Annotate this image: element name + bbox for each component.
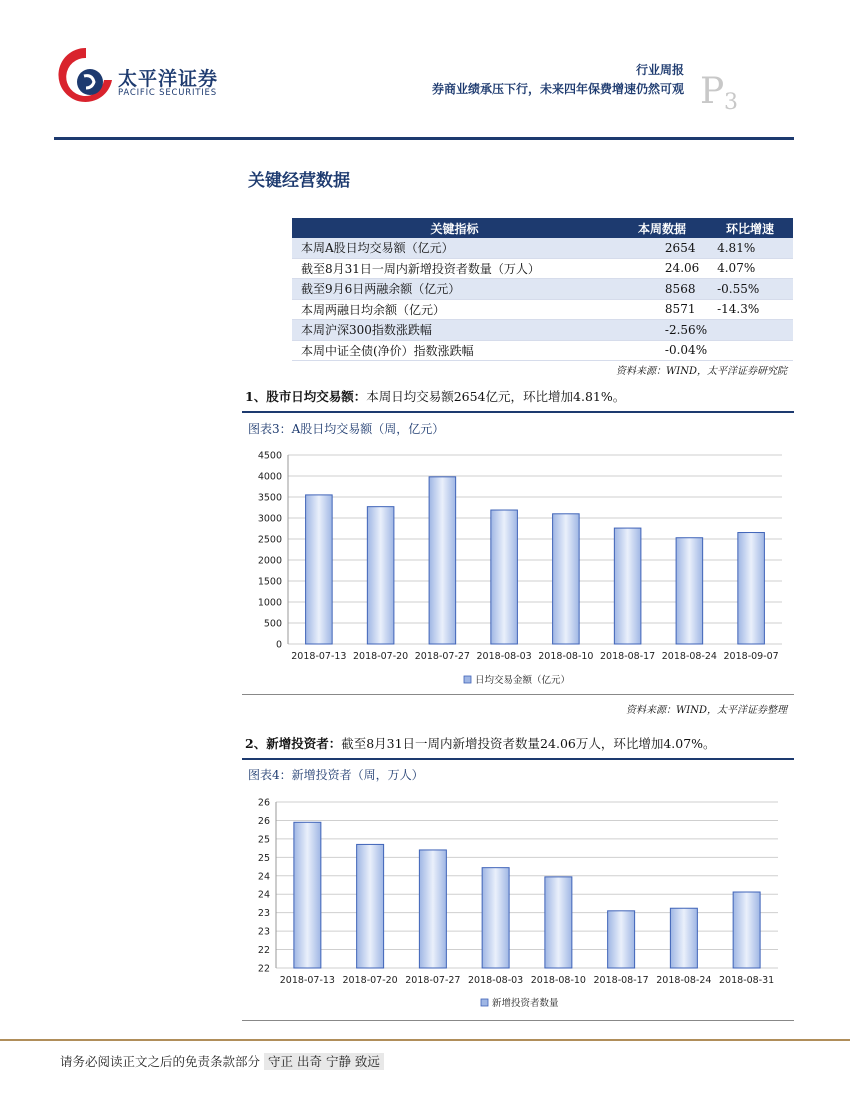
chart3-bar — [553, 514, 580, 644]
chart4-x-tick-label: 2018-07-20 — [342, 975, 398, 986]
table-cell-indicator: 本周两融日均余额（亿元） — [292, 299, 617, 320]
report-title: 券商业绩承压下行，未来四年保费增速仍然可观 — [431, 82, 684, 96]
chart3-x-tick-label: 2018-09-07 — [723, 651, 779, 662]
chart3-y-tick-label: 500 — [263, 618, 282, 630]
table-cell-value: -0.04% — [617, 340, 707, 361]
chart3-y-tick-label: 3000 — [257, 513, 282, 525]
chart4-bar — [482, 868, 509, 968]
logo-english-name: PACIFIC SECURITIES — [118, 88, 217, 98]
chart4-x-tick-label: 2018-08-24 — [656, 975, 712, 986]
table-cell-indicator: 本周A股日均交易额（亿元） — [292, 238, 617, 258]
chart3-bar — [429, 477, 456, 644]
chart3-y-tick-label: 4000 — [257, 471, 282, 483]
table-cell-indicator: 本周中证全债(净价）指数涨跌幅 — [292, 340, 617, 361]
paragraph-new-investors — [245, 734, 716, 752]
chart3-x-tick-label: 2018-08-24 — [661, 651, 717, 662]
table-header-week-data: 本周数据 — [617, 218, 707, 238]
table-row — [292, 279, 793, 300]
table-cell-growth: 4.07% — [707, 258, 793, 279]
chart3-bar — [491, 510, 518, 644]
logo-mark-icon — [58, 44, 114, 110]
figure-4-title: 图表4：新增投资者（周，万人） — [248, 768, 424, 782]
figure-4-top-rule — [242, 758, 794, 760]
table-cell-value: 8568 — [617, 279, 707, 300]
chart3-y-tick-label: 1000 — [257, 597, 282, 609]
figure-4-bottom-rule — [242, 1020, 794, 1021]
table-cell-growth — [707, 340, 793, 361]
chart4-x-tick-label: 2018-08-31 — [719, 975, 775, 986]
figure-3-bottom-rule — [242, 694, 794, 695]
chart4-bar — [733, 892, 760, 968]
figure-4-chart — [242, 786, 794, 1018]
table-row — [292, 340, 793, 361]
table-header-indicator: 关键指标 — [292, 218, 617, 238]
table-header-row — [292, 218, 793, 238]
table-header-growth: 环比增速 — [707, 218, 793, 238]
chart4-y-tick-label: 22 — [257, 963, 270, 975]
table-cell-value: -2.56% — [617, 320, 707, 341]
chart4-bar — [670, 908, 697, 968]
chart3-legend-label: 日均交易金额（亿元） — [475, 675, 571, 686]
chart3-bar — [306, 495, 333, 644]
chart3-y-tick-label: 4500 — [257, 450, 282, 462]
chart4-bar — [294, 822, 321, 968]
chart4-y-tick-label: 24 — [257, 889, 270, 901]
section-title: 关键经营数据 — [248, 171, 350, 191]
paragraph-label: 2、新增投资者： — [245, 736, 342, 751]
chart4-bar — [545, 877, 572, 968]
footer-motto: 守正 出奇 宁静 致远 — [264, 1053, 384, 1070]
chart4-bar — [357, 844, 384, 968]
chart4-legend-label: 新增投资者数量 — [492, 998, 559, 1009]
table-row — [292, 238, 793, 258]
chart4-y-tick-label: 22 — [257, 945, 270, 957]
chart3-y-tick-label: 0 — [275, 639, 282, 651]
figure-3-top-rule — [242, 411, 794, 413]
chart4-x-tick-label: 2018-08-17 — [593, 975, 649, 986]
chart3-bar — [367, 507, 394, 644]
chart4-x-tick-label: 2018-08-10 — [530, 975, 586, 986]
footer-disclaimer — [60, 1052, 384, 1070]
paragraph-text: 截至8月31日一周内新增投资者数量24.06万人，环比增加4.07%。 — [341, 736, 716, 751]
chart4-y-tick-label: 23 — [257, 926, 270, 938]
key-metrics-table — [292, 218, 793, 361]
table-cell-value: 2654 — [617, 238, 707, 258]
footer-disclaimer-text: 请务必阅读正文之后的免责条款部分 — [60, 1054, 261, 1069]
chart4-y-tick-label: 25 — [257, 834, 270, 846]
chart3-x-tick-label: 2018-08-03 — [476, 651, 532, 662]
chart3-y-tick-label: 1500 — [257, 576, 282, 588]
paragraph-trading-volume — [245, 387, 625, 405]
table-cell-growth: -14.3% — [707, 299, 793, 320]
table-cell-indicator: 截至8月31日一周内新增投资者数量（万人） — [292, 258, 617, 279]
chart3-y-tick-label: 2000 — [257, 555, 282, 567]
table-cell-growth: -0.55% — [707, 279, 793, 300]
chart4-y-tick-label: 24 — [257, 871, 270, 883]
chart3-x-tick-label: 2018-07-27 — [414, 651, 470, 662]
chart4-bar — [419, 850, 446, 968]
table-cell-value: 8571 — [617, 299, 707, 320]
chart3-x-tick-label: 2018-07-20 — [353, 651, 409, 662]
table-cell-growth: 4.81% — [707, 238, 793, 258]
chart4-y-tick-label: 25 — [257, 852, 270, 864]
chart4-x-tick-label: 2018-08-03 — [468, 975, 524, 986]
table-cell-indicator: 截至9月6日两融余额（亿元） — [292, 279, 617, 300]
chart3-legend-swatch — [464, 676, 471, 683]
chart4-y-tick-label: 26 — [257, 815, 270, 827]
chart4-bar — [608, 911, 635, 968]
chart3-x-tick-label: 2018-08-10 — [538, 651, 594, 662]
table-cell-indicator: 本周沪深300指数涨跌幅 — [292, 320, 617, 341]
footer-divider — [0, 1039, 850, 1041]
table-source-note: 资料来源：WIND，太平洋证券研究院 — [616, 366, 787, 377]
chart3-y-tick-label: 3500 — [257, 492, 282, 504]
figure-3-source-note: 资料来源：WIND，太平洋证券整理 — [626, 705, 787, 716]
page-number: 3 — [724, 90, 738, 115]
chart4-y-tick-label: 23 — [257, 908, 270, 920]
figure-3-title: 图表3：A股日均交易额（周，亿元） — [248, 422, 445, 436]
paragraph-label: 1、股市日均交易额： — [245, 389, 367, 404]
chart4-legend-swatch — [481, 999, 488, 1006]
table-cell-value: 24.06 — [617, 258, 707, 279]
chart3-y-tick-label: 2500 — [257, 534, 282, 546]
chart4-x-tick-label: 2018-07-13 — [279, 975, 335, 986]
logo-chinese-name: 太平洋证券 — [118, 68, 219, 90]
report-type: 行业周报 — [635, 63, 684, 77]
paragraph-text: 本周日均交易额2654亿元，环比增加4.81%。 — [366, 389, 626, 404]
table-row — [292, 320, 793, 341]
chart3-bar — [676, 538, 703, 644]
chart3-bar — [614, 528, 641, 644]
table-cell-growth — [707, 320, 793, 341]
chart3-bar — [738, 533, 765, 644]
page-letter: P — [700, 71, 725, 112]
figure-3-chart — [242, 438, 794, 692]
table-row — [292, 299, 793, 320]
chart4-y-tick-label: 26 — [257, 797, 270, 809]
header-divider — [54, 137, 794, 140]
chart3-x-tick-label: 2018-07-13 — [291, 651, 347, 662]
table-row — [292, 258, 793, 279]
chart3-x-tick-label: 2018-08-17 — [600, 651, 656, 662]
chart4-x-tick-label: 2018-07-27 — [405, 975, 461, 986]
